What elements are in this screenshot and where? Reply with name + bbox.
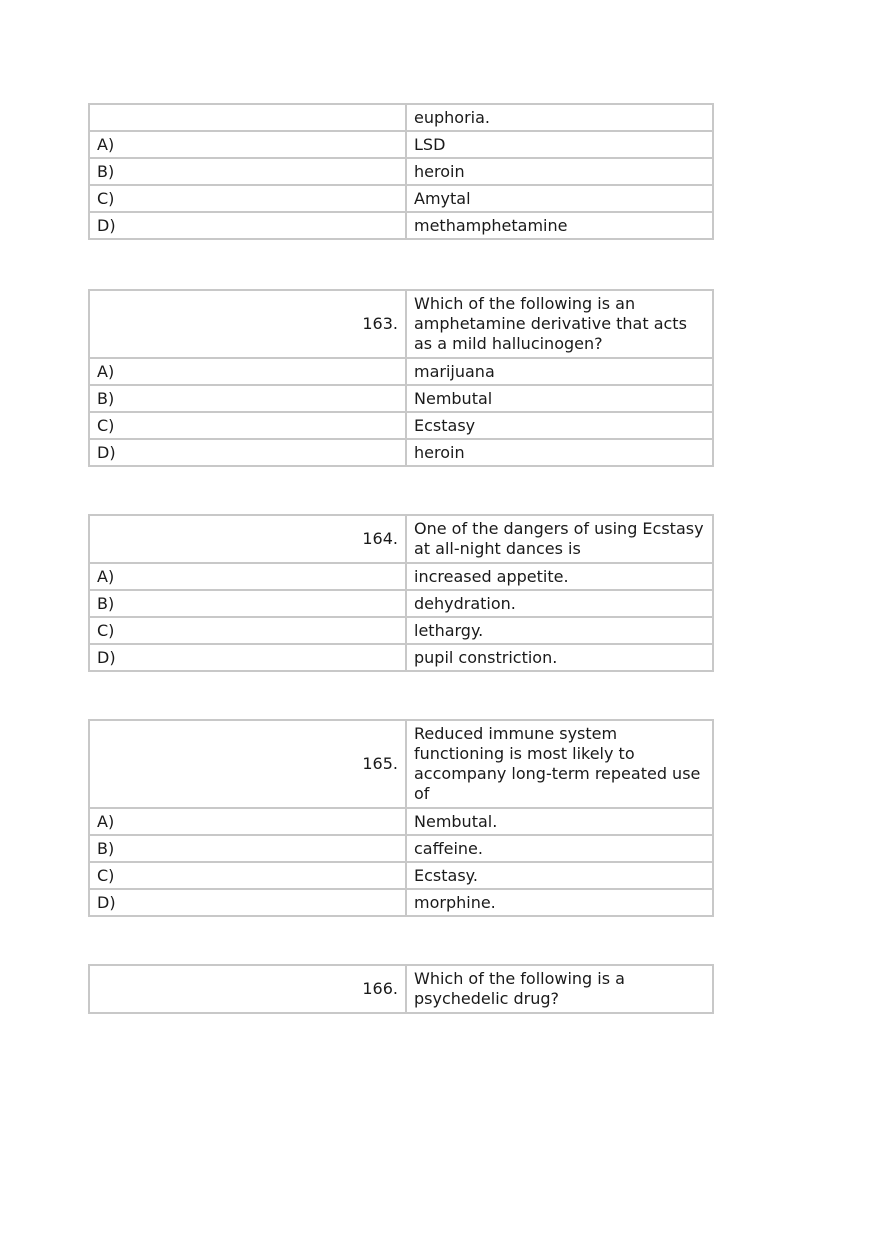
option-text: caffeine. [406,835,713,862]
option-text: Amytal [406,185,713,212]
option-letter: C) [89,412,406,439]
option-text: Nembutal [406,385,713,412]
option-letter: C) [89,185,406,212]
option-text: Nembutal. [406,808,713,835]
option-text: morphine. [406,889,713,916]
option-row [89,644,713,671]
option-text: methamphetamine [406,212,713,239]
option-text: Ecstasy [406,412,713,439]
option-row [89,590,713,617]
option-letter: C) [89,862,406,889]
option-letter: A) [89,131,406,158]
option-letter: A) [89,563,406,590]
option-text: marijuana [406,358,713,385]
option-text: heroin [406,158,713,185]
question-stem: Which of the following is an amphetamine derivative that acts as a mild hallucinogen? [406,290,713,358]
option-text: increased appetite. [406,563,713,590]
option-row [89,808,713,835]
option-row [89,385,713,412]
option-row [89,889,713,916]
question-stem-row [89,104,713,131]
question-number: 166. [89,965,406,1013]
question-block-163 [88,289,714,467]
option-row [89,439,713,466]
option-letter: D) [89,644,406,671]
question-number: 164. [89,515,406,563]
question-block-164 [88,514,714,672]
option-letter: D) [89,439,406,466]
option-letter: B) [89,590,406,617]
question-stem: Which of the following is a psychedelic drug? [406,965,713,1013]
question-number [89,104,406,131]
option-text: pupil constriction. [406,644,713,671]
option-row [89,131,713,158]
option-letter: A) [89,808,406,835]
option-letter: B) [89,158,406,185]
option-row [89,358,713,385]
question-stem: euphoria. [406,104,713,131]
question-block-165 [88,719,714,917]
question-stem-row [89,965,713,1013]
option-text: Ecstasy. [406,862,713,889]
option-row [89,862,713,889]
question-number: 165. [89,720,406,808]
option-text: heroin [406,439,713,466]
option-letter: D) [89,889,406,916]
option-letter: B) [89,835,406,862]
option-letter: B) [89,385,406,412]
question-stem: Reduced immune system functioning is most likely to accompany long-term repeated use of [406,720,713,808]
option-text: lethargy. [406,617,713,644]
option-row [89,212,713,239]
question-stem-row [89,515,713,563]
option-row [89,412,713,439]
question-stem: One of the dangers of using Ecstasy at all-night dances is [406,515,713,563]
option-letter: D) [89,212,406,239]
option-letter: A) [89,358,406,385]
option-letter: C) [89,617,406,644]
question-number: 163. [89,290,406,358]
question-block-166 [88,964,714,1014]
option-text: LSD [406,131,713,158]
option-row [89,563,713,590]
question-block-162 [88,103,714,240]
option-row [89,158,713,185]
option-text: dehydration. [406,590,713,617]
option-row [89,617,713,644]
option-row [89,835,713,862]
question-stem-row [89,720,713,808]
option-row [89,185,713,212]
question-stem-row [89,290,713,358]
